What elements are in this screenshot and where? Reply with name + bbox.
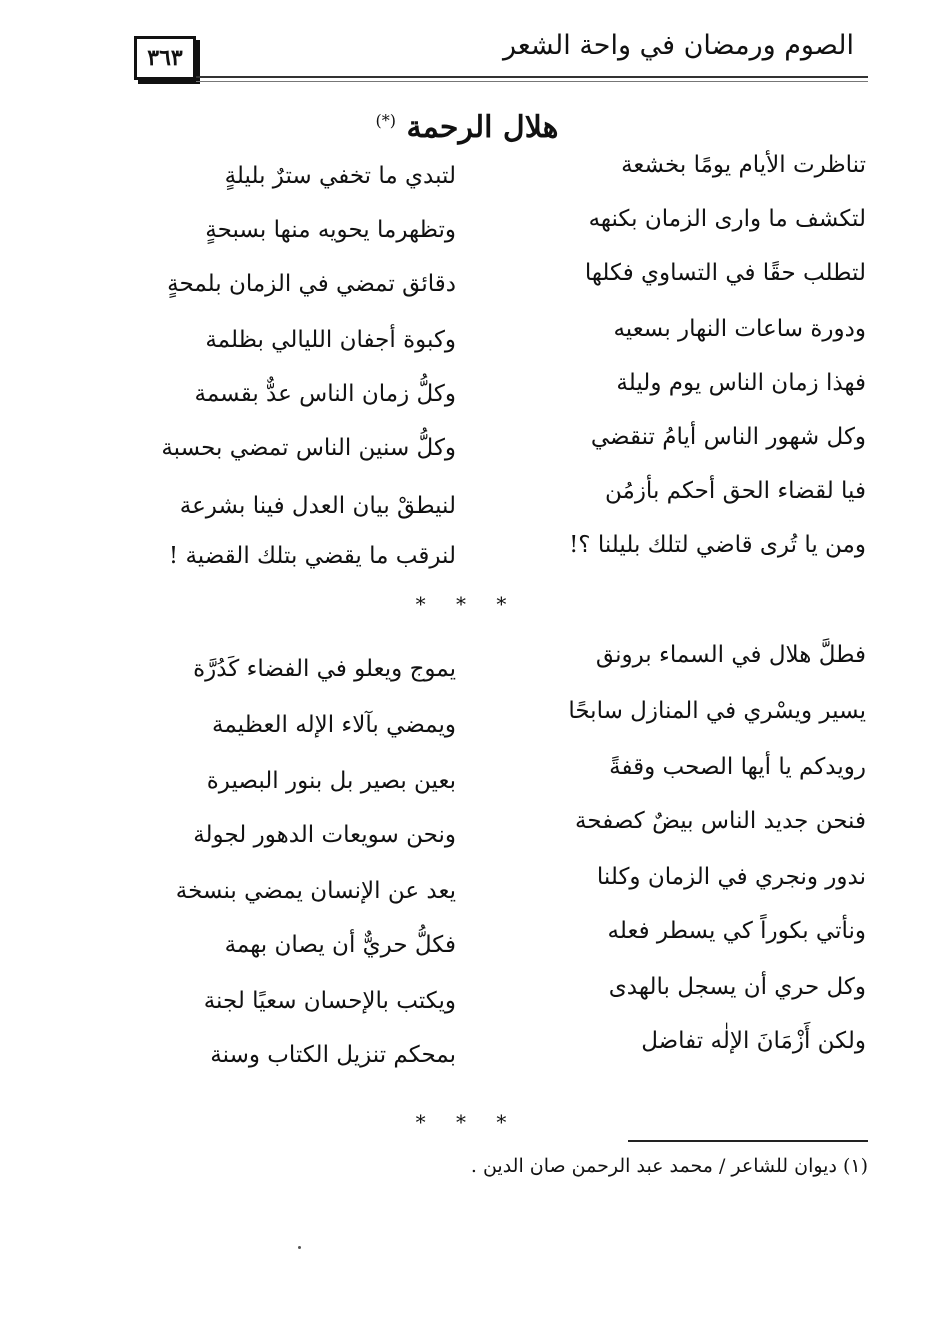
poem-title-text: هلال الرحمة xyxy=(406,110,559,145)
verse-line: رويدكم يا أيها الصحب وقفةً xyxy=(609,754,866,780)
verse-line: لنرقب ما يقضي بتلك القضية ! xyxy=(168,543,456,569)
verse-line: دقائق تمضي في الزمان بلمحةٍ xyxy=(167,271,456,297)
verse-line: ولكن أَزْمَانَ الإلٰه تفاضل xyxy=(641,1028,866,1054)
verse-line: فهذا زمان الناس يوم وليلة xyxy=(616,370,866,396)
poem-title-footnote-mark: (*) xyxy=(375,111,397,130)
verse-line: وكلُّ زمان الناس عدٌّ بقسمة xyxy=(194,381,456,407)
section-separator-bottom: * * * xyxy=(415,1110,519,1134)
header-rule-secondary xyxy=(196,81,868,82)
verse-line: يسير ويسْري في المنازل سابحًا xyxy=(568,698,866,724)
running-header-title: الصوم ورمضان في واحة الشعر xyxy=(503,30,854,61)
verse-line: لتبدي ما تخفي سترٌ بليلةٍ xyxy=(224,163,456,189)
verse-line: فنحن جديد الناس بيضٌ كصفحة xyxy=(575,808,866,834)
footnote: (١) ديوان للشاعر / محمد عبد الرحمن صان الدين . xyxy=(470,1155,868,1177)
verse-line: بعين بصير بل بنور البصيرة xyxy=(206,768,456,794)
verse-line: ويمضي بآلاء الإله العظيمة xyxy=(212,712,456,738)
verse-line: ندور ونجري في الزمان وكلنا xyxy=(596,864,866,890)
verse-line: يعد عن الإنسان يمضي بنسخة xyxy=(175,878,456,904)
verse-line: لتكشف ما وارى الزمان بكنهه xyxy=(588,206,866,232)
verse-line: ويكتب بالإحسان سعيًا لجنة xyxy=(203,988,456,1014)
verse-line: فيا لقضاء الحق أحكم بأزمُن xyxy=(605,478,866,504)
verse-line: ونأتي بكوراً كي يسطر فعله xyxy=(607,918,866,944)
verse-line: لنيطقْ بيان العدل فينا بشرعة xyxy=(179,493,456,519)
verse-line: وكبوة أجفان الليالي بظلمة xyxy=(205,327,456,353)
verse-line: فطلَّ هلال في السماء برونق xyxy=(595,642,866,668)
verse-line: وتظهرما يحويه منها بسبحةٍ xyxy=(205,217,456,243)
verse-line: تناظرت الأيام يومًا بخشعة xyxy=(621,152,866,178)
verse-line: لتطلب حقًا في التساوي فكلها xyxy=(584,260,866,286)
verse-line: بمحكم تنزيل الكتاب وسنة xyxy=(210,1042,456,1068)
header-rule xyxy=(196,76,868,78)
verse-line: ومن يا تُرى قاضي لتلك بليلنا ؟! xyxy=(569,532,866,558)
footnote-rule xyxy=(628,1140,868,1142)
verse-line: ونحن سويعات الدهور لجولة xyxy=(193,822,456,848)
speck xyxy=(298,1246,301,1249)
verse-line: وكلُّ سنين الناس تمضي بحسبة xyxy=(161,435,456,461)
verse-line: ودورة ساعات النهار بسعيه xyxy=(613,316,866,342)
verse-line: وكل شهور الناس أيامُ تنقضي xyxy=(590,424,866,450)
verse-line: يموج ويعلو في الفضاء كَدُرَّة xyxy=(193,656,456,682)
verse-line: وكل حري أن يسجل بالهدى xyxy=(608,974,866,1000)
poem-title xyxy=(0,110,934,145)
page-number-box: ٣٦٣ xyxy=(134,36,196,80)
section-separator: * * * xyxy=(415,592,519,616)
verse-line: فكلُّ حريٌّ أن يصان بهمة xyxy=(224,932,456,958)
